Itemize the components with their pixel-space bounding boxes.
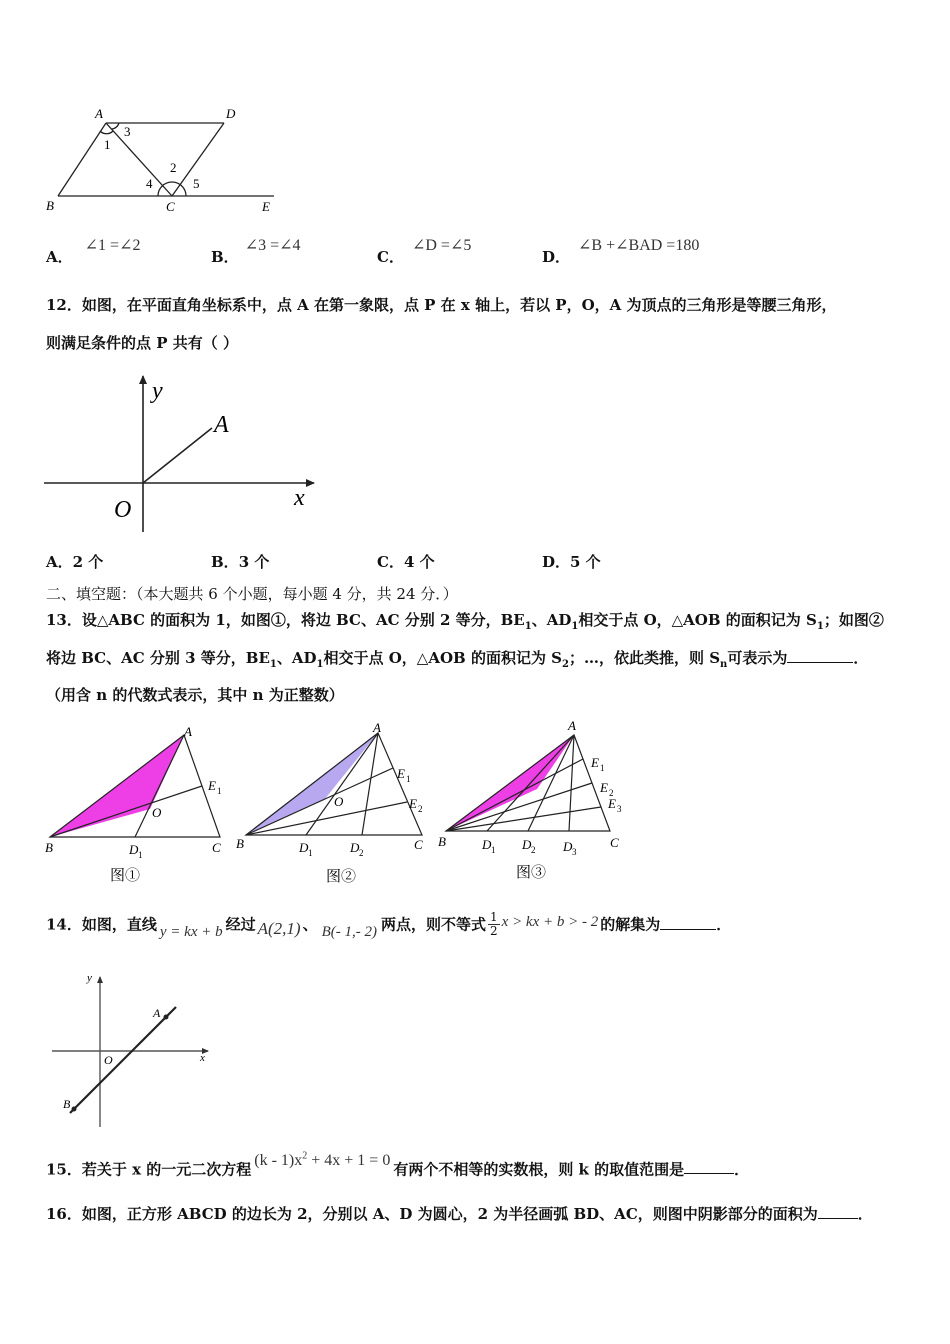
label-a: A [153,1006,161,1020]
label-b: B [236,836,244,851]
fig3-caption: 图③ [516,865,547,881]
segment-oa [143,428,212,483]
q11-parallelogram-figure [38,104,283,216]
q15-answer-blank[interactable] [684,1159,734,1174]
svg-text:2: 2 [609,788,614,798]
label-d1: D [482,837,492,852]
q14-stem: 14．如图，直线 y = kx + b 经过 A(2,1) 、 B(- 1,- 2) 两点，则不等式 $\frac{1}{2}$ x > kx + b > - 2 的解集为 ． [46,910,732,940]
q12-option-c[interactable]: C．4 个 [377,553,435,571]
q13-stem-line1: 13．设△ABC 的面积为 1，如图①，将边 BC、AC 分别 2 等分，$BE_1$、$AD_1$相交于点 O，△AOB 的面积记为 $S_1$；如图② [46,611,884,632]
q12-option-a[interactable]: A．2 个 [46,553,104,571]
q13-stem-line3: （用含 n 的代数式表示，其中 n 为正整数） [46,686,344,704]
label-y: y [152,378,163,404]
label-d2: D [522,837,532,852]
svg-text:1: 1 [491,845,496,855]
angle-2: 2 [170,160,177,175]
label-a: A [568,718,576,733]
svg-text:1: 1 [138,850,143,860]
q12-option-b[interactable]: B．3 个 [211,553,270,571]
q15-stem: 15．若关于 x 的一元二次方程 $(k - 1)x^2 + 4x + 1 = 0$ 有两个不相等的实数根，则 k 的取值范围是 ． [46,1151,750,1179]
q14-line-figure [48,967,218,1132]
fig1-caption: 图① [110,868,141,884]
q16-stem: 16．如图，正方形 ABCD 的边长为 2，分别以 A、D 为圆心，2 为半径画弧 BD、AC，则图中阴影部分的面积为 ． [46,1205,873,1223]
label-d2: D [350,840,360,855]
line-ab [58,123,106,196]
label-b: B [438,834,446,849]
line-ab [70,1007,176,1113]
label-e: E [262,199,270,214]
label-d: D [226,106,236,121]
label-a: A [373,720,381,735]
svg-text:1: 1 [406,774,411,784]
q11-option-b[interactable]: B．∠3 =∠4 [211,237,301,266]
svg-text:3: 3 [572,847,577,857]
fig2-caption: 图② [326,869,357,885]
q13-answer-blank[interactable] [787,648,853,663]
label-b: B [45,840,53,855]
q13-stem-line2: 将边 BC、AC 分别 3 等分，$BE_1$、$AD_1$相交于点 O，△AOB 的面积记为 $S_2$；…，依此类推，则 $S_n$可表示为 ． [46,649,869,670]
svg-text:1: 1 [217,786,222,796]
label-c: C [166,199,175,214]
section-2-title: 二、填空题：（本大题共 6 个小题，每小题 4 分，共 24 分．） [46,585,458,603]
label-d1: D [299,840,309,855]
label-d3: D [563,839,573,854]
svg-text:1: 1 [308,848,313,858]
label-a: A [184,724,192,739]
label-b: B [46,198,54,213]
angle-5: 5 [193,176,200,191]
label-e3: E [608,796,616,811]
q16-answer-blank[interactable] [818,1204,858,1219]
q11-option-a[interactable]: A．∠1 =∠2 [46,237,141,266]
q13-figure-1 [44,722,234,887]
q14-answer-blank[interactable] [660,915,716,930]
label-o: O [152,805,162,820]
q11-option-c[interactable]: C．∠D =∠5 [377,237,472,266]
label-e1: E [397,766,405,781]
svg-text:3: 3 [617,804,622,814]
q13-figure-3 [436,712,628,884]
label-e1: E [591,755,599,770]
label-o: O [104,1053,113,1067]
label-c: C [212,840,221,855]
line-ac [106,123,172,196]
angle-3: 3 [124,124,131,139]
svg-text:2: 2 [531,845,536,855]
label-x: x [294,485,305,511]
svg-text:1: 1 [600,763,605,773]
label-c: C [414,837,423,852]
q12-axes-figure [44,370,324,535]
label-e2: E [600,780,608,795]
label-a: A [95,106,103,121]
label-a: A [214,412,229,438]
label-e2: E [409,796,417,811]
q13-figure-2 [234,716,434,888]
label-o: O [114,497,132,523]
label-x: x [200,1052,205,1064]
svg-text:2: 2 [418,804,423,814]
label-y: y [87,972,92,984]
q12-option-d[interactable]: D．5 个 [542,553,601,571]
q11-option-d[interactable]: D．∠B +∠BAD =180 [542,237,700,266]
label-d1: D [129,842,139,857]
label-c: C [610,835,619,850]
label-b: B [63,1097,71,1111]
q15-equation: $(k - 1)x^2 + 4x + 1 = 0$ [254,1151,391,1170]
label-e1: E [208,778,216,793]
q12-stem-line1: 12．如图，在平面直角坐标系中，点 A 在第一象限，点 P 在 x 轴上，若以 P，O，A 为顶点的三角形是等腰三角形， [46,296,837,314]
angle-1: 1 [104,137,111,152]
label-o: O [334,794,344,809]
svg-text:2: 2 [359,848,364,858]
q12-stem-line2: 则满足条件的点 P 共有（ ） [46,334,238,352]
q14-fraction: $\frac{1}{2}$ [490,910,498,938]
angle-4: 4 [146,176,153,191]
